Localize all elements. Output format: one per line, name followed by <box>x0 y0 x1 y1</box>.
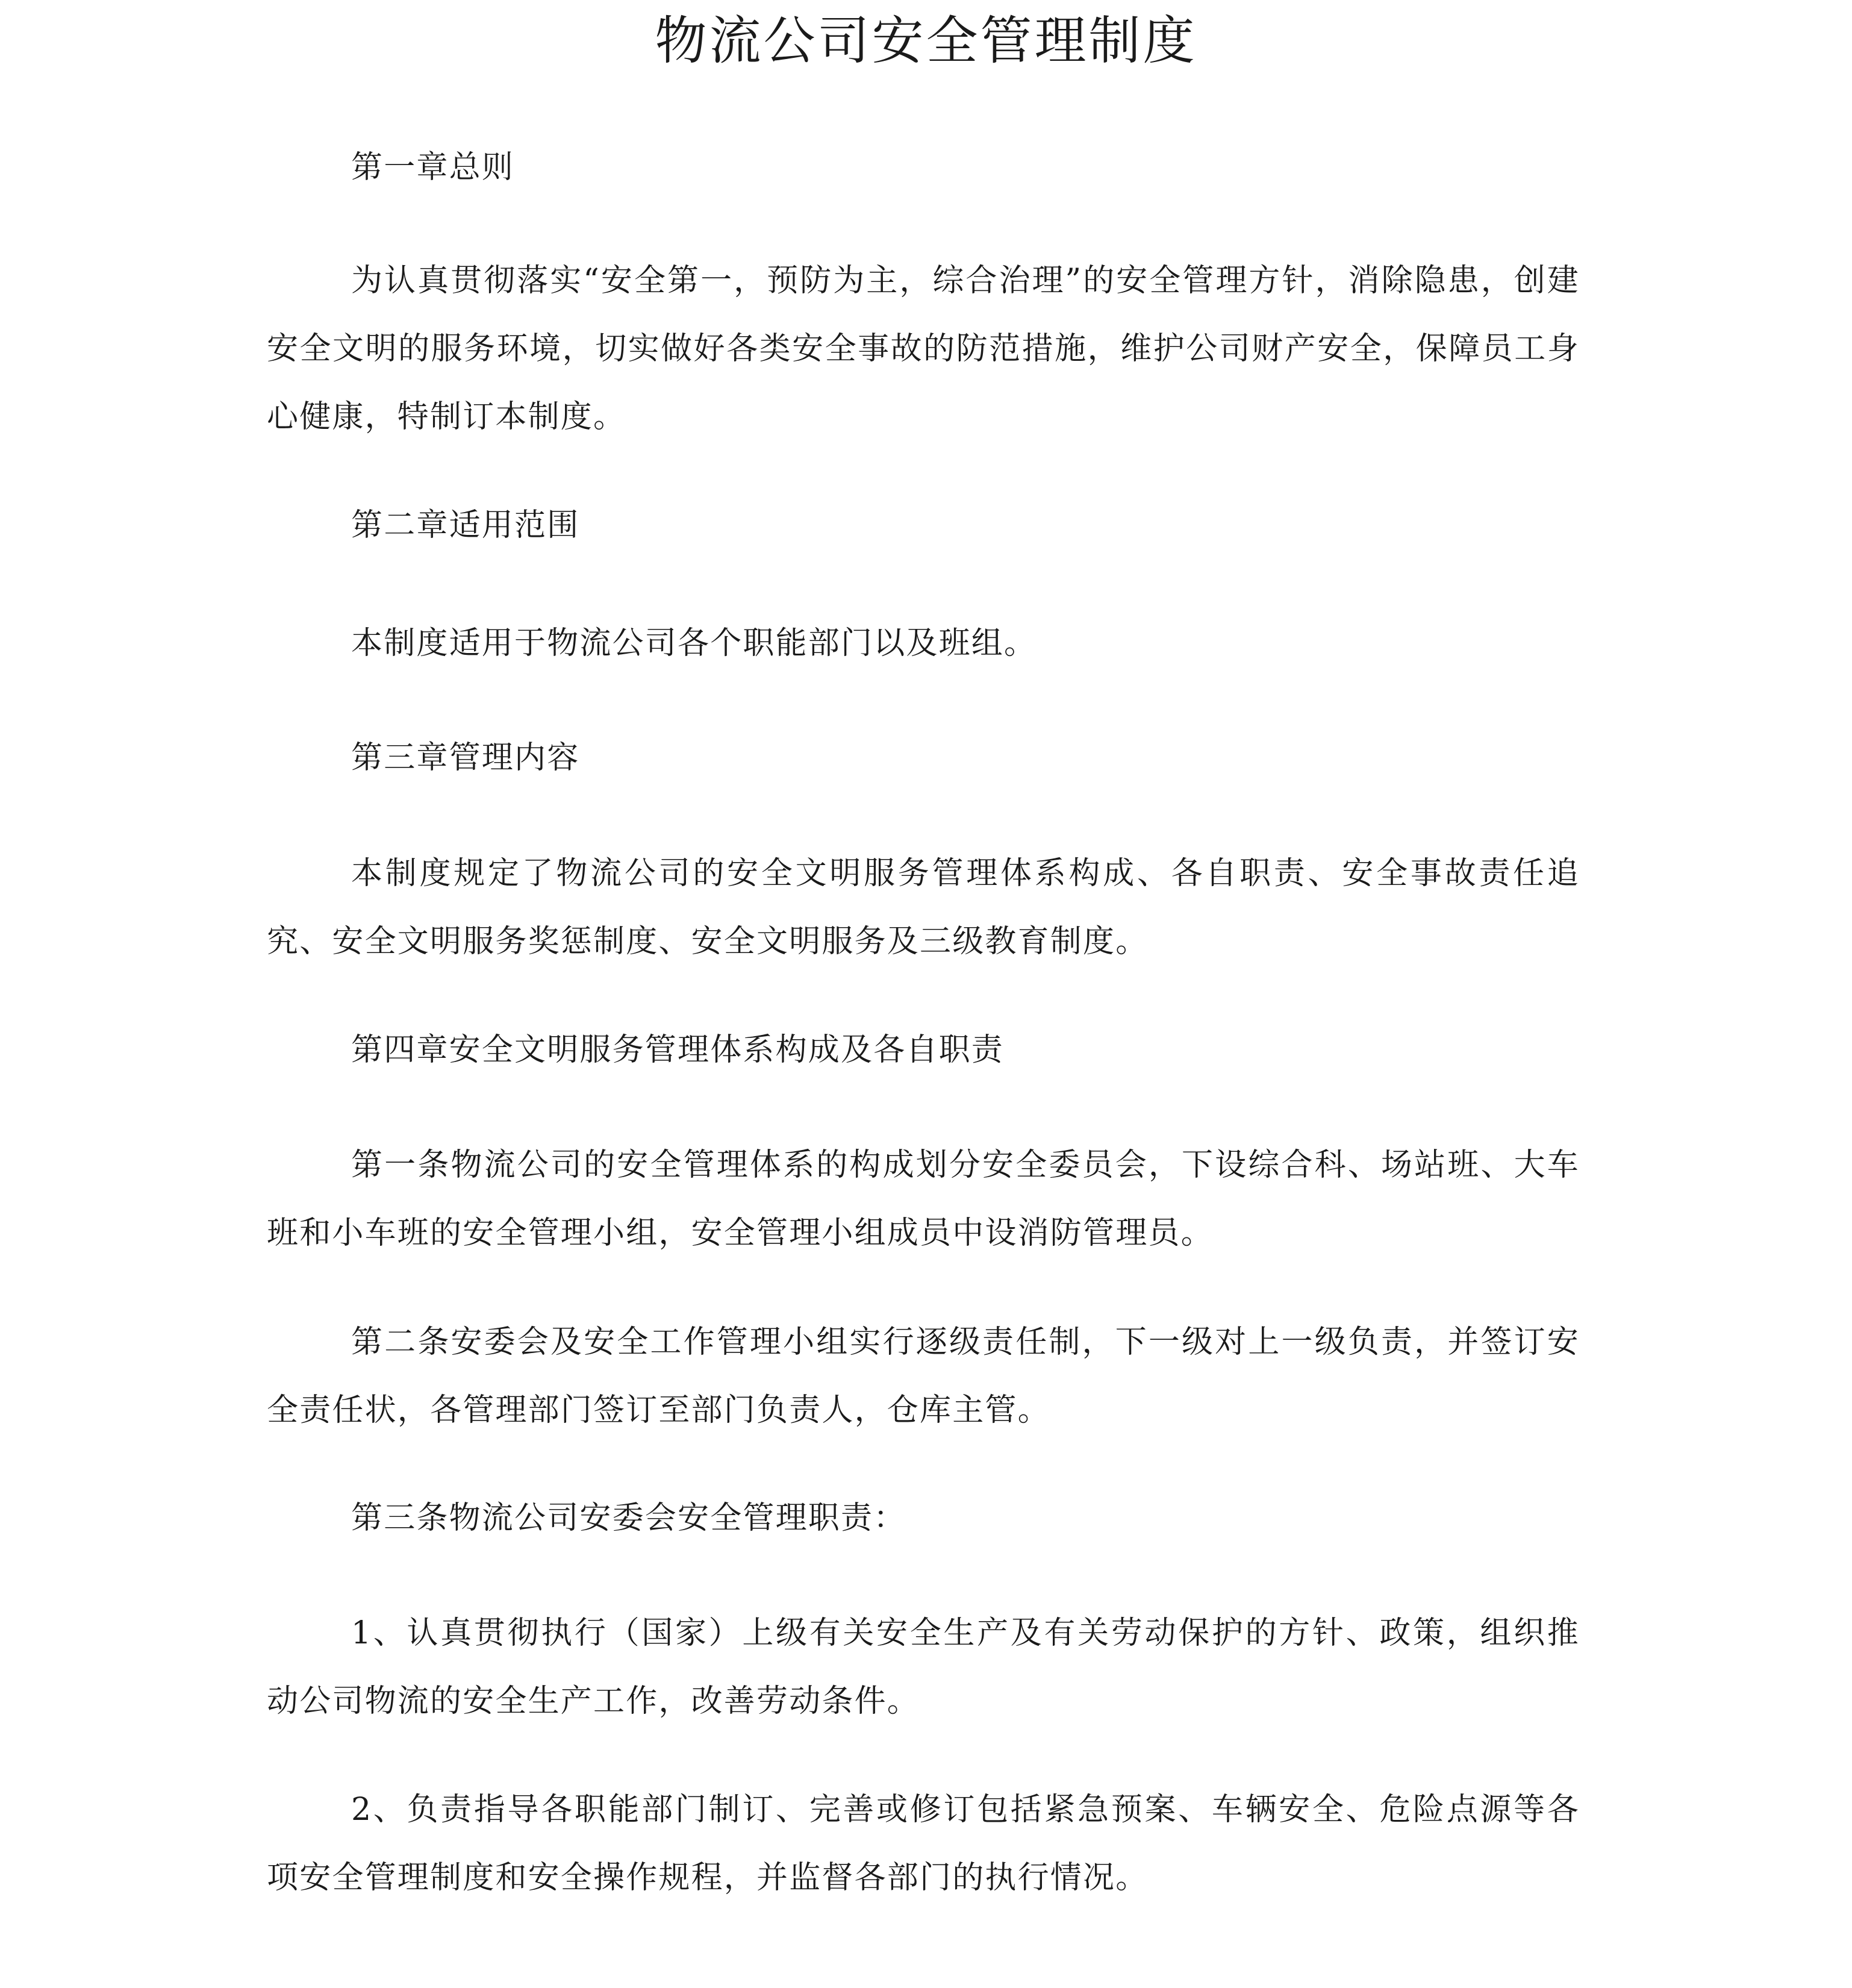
paragraph-management-content: 本制度规定了物流公司的安全文明服务管理体系构成、各自职责、安全事故责任追究、安全文明服务奖惩制度、安全文明服务及三级教育制度。 <box>267 855 1580 960</box>
chapter-heading-4: 第四章安全文明服务管理体系构成及各自职责 <box>351 1032 1005 1068</box>
chapter-heading-3: 第三章管理内容 <box>351 740 580 776</box>
article-2: 第二条安委会及安全工作管理小组实行逐级责任制，下一级对上一级负责，并签订安全责任状，各管理部门签订至部门负责人，仓库主管。 <box>267 1324 1580 1428</box>
article-3-item-1: 1、认真贯彻执行（国家）上级有关安全生产及有关劳动保护的方针、政策，组织推动公司物流的安全生产工作，改善劳动条件。 <box>267 1615 1580 1719</box>
article-3-intro: 第三条物流公司安委会安全管理职责： <box>351 1500 906 1536</box>
paragraph-scope: 本制度适用于物流公司各个职能部门以及班组。 <box>351 625 1037 661</box>
article-1: 第一条物流公司的安全管理体系的构成划分安全委员会，下设综合科、场站班、大车班和小车班的安全管理小组，安全管理小组成员中设消防管理员。 <box>267 1147 1580 1251</box>
chapter-heading-2: 第二章适用范围 <box>351 507 580 543</box>
paragraph-general-purpose: 为认真贯彻落实“安全第一，预防为主，综合治理”的安全管理方针，消除隐患，创建安全文明的服务环境，切实做好各类安全事故的防范措施，维护公司财产安全，保障员工身心健康，特制订本制度。 <box>267 263 1580 435</box>
chapter-heading-1: 第一章总则 <box>351 149 515 186</box>
article-3-item-2: 2、负责指导各职能部门制订、完善或修订包括紧急预案、车辆安全、危险点源等各项安全管理制度和安全操作规程，并监督各部门的执行情况。 <box>267 1792 1580 1896</box>
document-title: 物流公司安全管理制度 <box>655 11 1197 71</box>
